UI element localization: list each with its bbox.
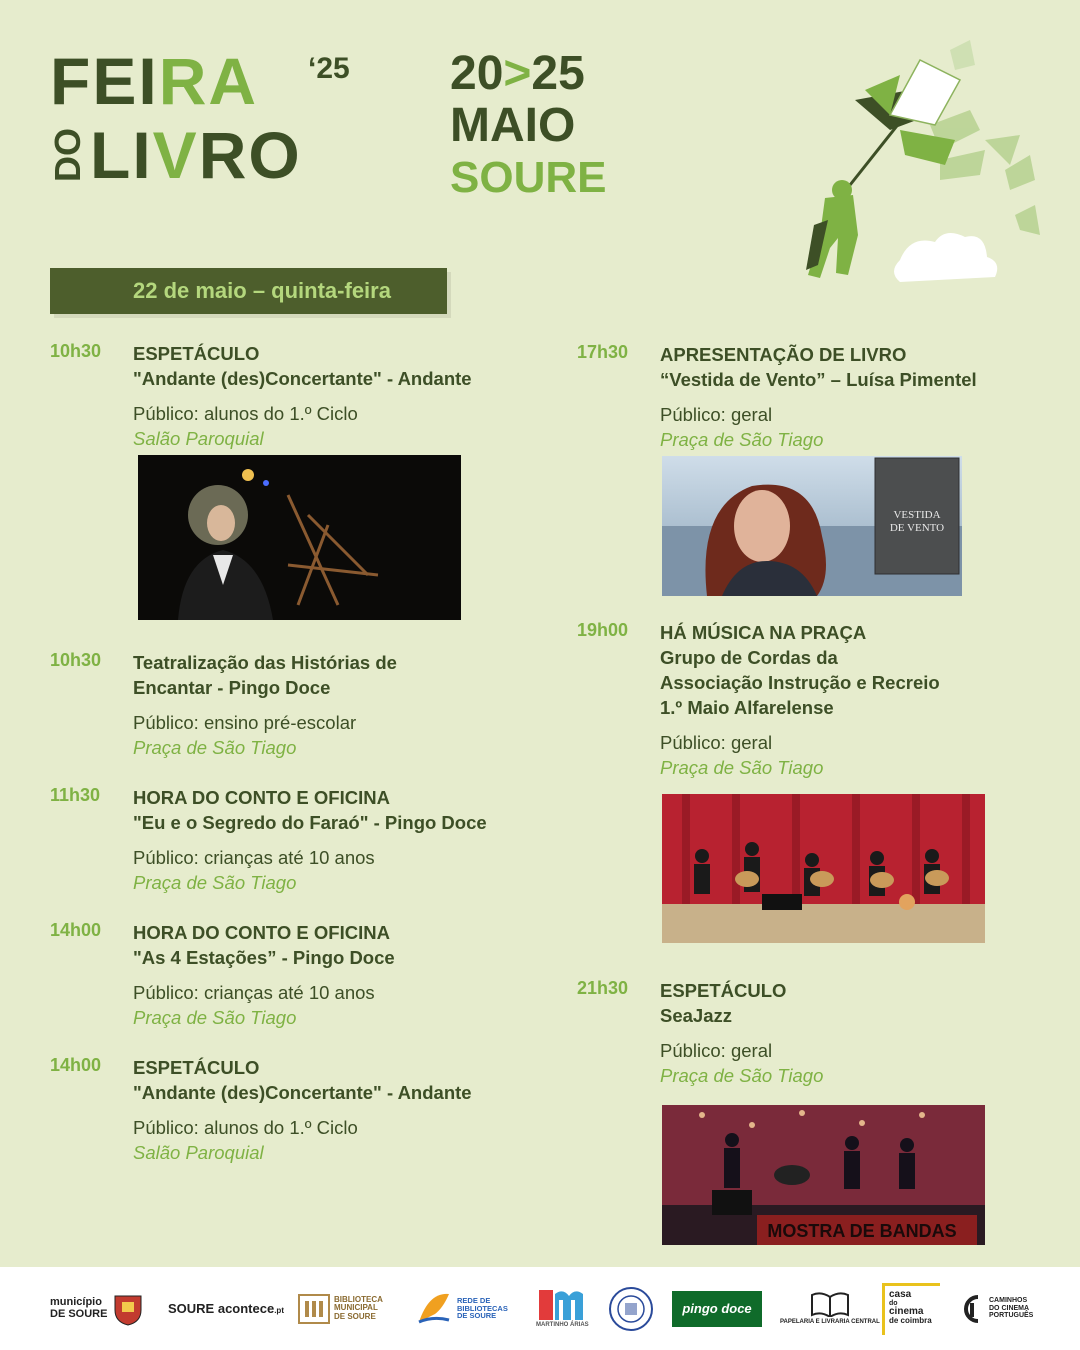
event-title: HORA DO CONTO E OFICINA xyxy=(133,922,390,943)
event-time: 10h30 xyxy=(50,341,102,361)
event-subtitle: "Andante (des)Concertante" - Andante xyxy=(133,368,472,389)
event-time: 19h00 xyxy=(577,620,629,640)
feira-do-livro-logo xyxy=(47,44,370,198)
event-location: Praça de São Tiago xyxy=(660,757,824,778)
event-audience: Público: ensino pré-escolar xyxy=(133,712,357,733)
event-location: Salão Paroquial xyxy=(133,1142,264,1163)
event-time: 11h30 xyxy=(50,785,101,805)
event-audience: Público: geral xyxy=(660,732,773,753)
event-audience: Público: alunos do 1.º Ciclo xyxy=(133,403,358,424)
logo-year: ‘25 xyxy=(308,52,350,85)
papelaria-livraria-central-logo: PAPELARIA E LIVRARIA CENTRAL xyxy=(780,1267,880,1350)
event-subtitle: "Eu e o Segredo do Faraó" - Pingo Doce xyxy=(133,812,487,833)
event-title: APRESENTAÇÃO DE LIVRO xyxy=(660,344,907,365)
event-location: Praça de São Tiago xyxy=(133,1007,297,1028)
event-location: Praça de São Tiago xyxy=(133,737,297,758)
event-subtitle: Grupo de Cordas da Associação Instrução e Recreio 1.º Maio Alfarelense xyxy=(660,647,940,718)
event-place: SOURE xyxy=(450,153,607,202)
event-title: ESPETÁCULO xyxy=(660,980,787,1001)
event-location: Salão Paroquial xyxy=(133,428,264,449)
day-heading-text: 22 de maio – quinta-feira xyxy=(133,278,391,303)
event-title: HORA DO CONTO E OFICINA xyxy=(133,787,390,808)
biblioteca-municipal-logo: BIBLIOTECA MUNICIPAL DE SOURE xyxy=(298,1267,383,1350)
event-location: Praça de São Tiago xyxy=(660,429,824,450)
event-subtitle: "As 4 Estações” - Pingo Doce xyxy=(133,947,395,968)
event-time: 14h00 xyxy=(50,920,102,940)
event-audience: Público: geral xyxy=(660,1040,773,1061)
event-location: Praça de São Tiago xyxy=(660,1065,824,1086)
author-photo xyxy=(662,456,962,596)
municipio-de-soure-logo: município DE SOURE xyxy=(50,1267,143,1350)
event-title: ESPETÁCULO xyxy=(133,343,260,364)
event-audience: Público: crianças até 10 anos xyxy=(133,847,375,868)
event-audience: Público: crianças até 10 anos xyxy=(133,982,375,1003)
seal-icon xyxy=(608,1286,654,1332)
casa-do-cinema-logo: casa do cinema de coimbra xyxy=(882,1267,940,1350)
open-book-icon xyxy=(810,1291,850,1317)
book-cover-title: VESTIDA xyxy=(893,509,941,521)
logo-word-livro: LIVRO xyxy=(90,118,302,192)
event-title: HÁ MÚSICA NA PRAÇA xyxy=(660,622,867,643)
event-audience: Público: alunos do 1.º Ciclo xyxy=(133,1117,358,1138)
theatre-performance-photo xyxy=(138,455,461,620)
day-heading xyxy=(50,268,447,314)
event-time: 10h30 xyxy=(50,650,102,670)
banner-text: MOSTRA DE BANDAS xyxy=(767,1221,957,1241)
martinho-arias-logo: MARTINHO ÁRIAS xyxy=(536,1267,589,1350)
event-subtitle: "Andante (des)Concertante" - Andante xyxy=(133,1082,472,1103)
event-time: 17h30 xyxy=(577,342,629,362)
date-range: 20>25 xyxy=(450,47,585,100)
sponsor-strip xyxy=(0,1267,1080,1350)
event-title: Teatralização das Histórias de xyxy=(133,652,397,673)
event-location: Praça de São Tiago xyxy=(133,872,297,893)
event-audience: Público: geral xyxy=(660,404,773,425)
network-icon xyxy=(415,1292,453,1326)
caminhos-do-cinema-logo: CAMINHOS DO CINEMA PORTUGUÊS xyxy=(958,1267,1033,1350)
seal-logo xyxy=(608,1267,654,1350)
event-title: ESPETÁCULO xyxy=(133,1057,260,1078)
book-cover-title-2: DE VENTO xyxy=(889,522,945,534)
date-month: MAIO xyxy=(450,99,576,152)
logo-word-do: DO xyxy=(47,128,88,182)
event-subtitle: Encantar - Pingo Doce xyxy=(133,677,331,698)
coat-of-arms-icon xyxy=(113,1292,143,1326)
event-dates xyxy=(450,47,610,202)
event-time: 21h30 xyxy=(577,978,629,998)
string-group-photo xyxy=(662,794,985,943)
flying-book-illustration xyxy=(780,30,1050,300)
caminhos-icon xyxy=(958,1293,986,1325)
event-subtitle: SeaJazz xyxy=(660,1005,732,1026)
band-concert-photo xyxy=(662,1105,985,1245)
event-subtitle: “Vestida de Vento” – Luísa Pimentel xyxy=(660,369,977,390)
pingo-doce-logo: pingo doce xyxy=(672,1267,762,1350)
rede-de-bibliotecas-logo: REDE DE BIBLIOTECAS DE SOURE xyxy=(415,1267,508,1350)
library-icon xyxy=(298,1294,330,1324)
martinho-arias-icon xyxy=(537,1288,587,1322)
soure-acontece-logo: SOURE acontece.pt xyxy=(168,1300,284,1316)
logo-word-feira: FEIRA xyxy=(50,44,259,118)
event-time: 14h00 xyxy=(50,1055,102,1075)
